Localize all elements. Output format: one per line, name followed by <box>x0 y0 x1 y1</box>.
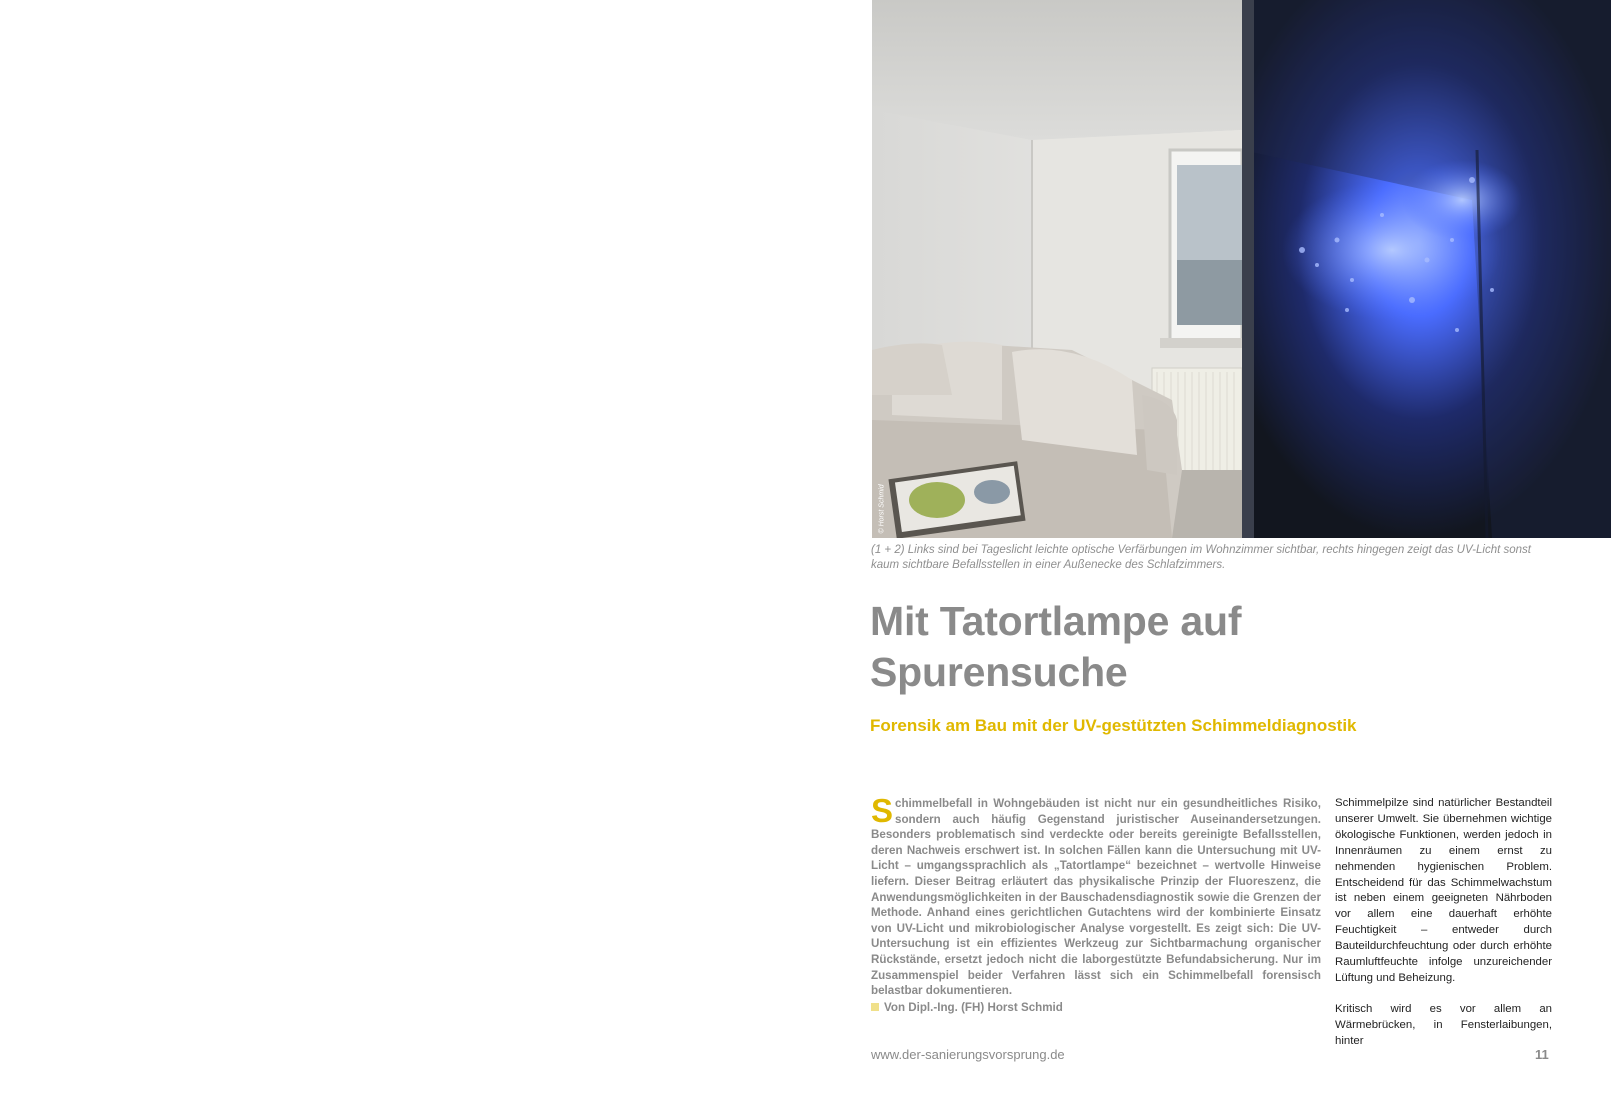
author-bullet-icon <box>871 1003 879 1011</box>
lead-paragraph <box>871 792 1321 999</box>
living-room-photo <box>872 0 1242 538</box>
image-caption: (1 + 2) Links sind bei Tageslicht leichte optische Verfärbungen im Wohnzimmer sichtbar, rechts hingegen zeigt das UV-Licht sonst kaum sichtbare Befallsstellen in einer Außenecke des Schlafzimmers. <box>871 544 1531 571</box>
uv-light-photo <box>1242 0 1611 538</box>
author-line <box>871 1001 1063 1014</box>
article-title <box>870 596 1470 698</box>
dropcap: S <box>871 792 894 829</box>
body-paragraph-2: Kritisch wird es vor allem an Wärmebrücken, in Fensterlaibungen, hinter <box>1335 1002 1552 1047</box>
title-line-2: Spurensuche <box>870 649 1128 695</box>
title-line-1: Mit Tatortlampe auf <box>870 598 1242 644</box>
lead-text: chimmelbefall in Wohngebäuden ist nicht nur ein gesundheitliches Risiko, sondern auch häufig Gegenstand juristischer Auseinandersetzungen. Besonders problematisch sind verdeckte oder bereits gereinigte Befallsstellen, deren Nachweis erschwert ist. In solchen Fällen kann die Untersuchung mit UV-Licht – umgangssprachlich als „Tatortlampe“ bezeichnet – wertvolle Hinweise liefern. Dieser Beitrag erläutert das physikalische Prinzip der Fluoreszenz, die Anwendungsmöglichkeiten in der Bauschadensdiagnostik sowie die Grenzen der Methode. Anhand eines gerichtlichen Gutachtens wird der kombinierte Einsatz von UV-Licht und mikrobiologischer Analyse vorgestellt. Es zeigt sich: Die UV-Untersuchung ist ein effizientes Werkzeug zur Sichtbarmachung organischer Rückstände, ersetzt jedoch nicht die laborgestützte Befundabsicherung. Nur im Zusammenspiel beider Verfahren lässt sich ein Schimmelbefall forensisch belastbar dokumentieren. <box>871 797 1321 998</box>
photo-credit <box>876 480 886 540</box>
author-name: Von Dipl.-Ing. (FH) Horst Schmid <box>884 1001 1063 1014</box>
article-subtitle: Forensik am Bau mit der UV-gestützten Schimmeldiagnostik <box>870 716 1357 735</box>
body-paragraph-1: Schimmelpilze sind natürlicher Bestandteil unserer Umwelt. Sie übernehmen wichtige ökologische Funktionen, werden jedoch in Innenräumen zu einem ernst zu nehmenden hygienischen Problem. Entscheidend für das Schimmelwachstum ist neben einem geeigneten Nährboden vor allem eine dauerhaft erhöhte Feuchtigkeit – entweder durch Bauteildurchfeuchtung oder durch erhöhte Raumluftfeuchte infolge unzureichender Lüftung und Beheizung. <box>1335 797 1552 984</box>
footer-url: www.der-sanierungsvorsprung.de <box>871 1047 1065 1062</box>
page-number: 11 <box>1535 1047 1549 1062</box>
body-column <box>1335 796 1552 1065</box>
photo-credit-text: © Horst Schmid <box>878 484 886 534</box>
